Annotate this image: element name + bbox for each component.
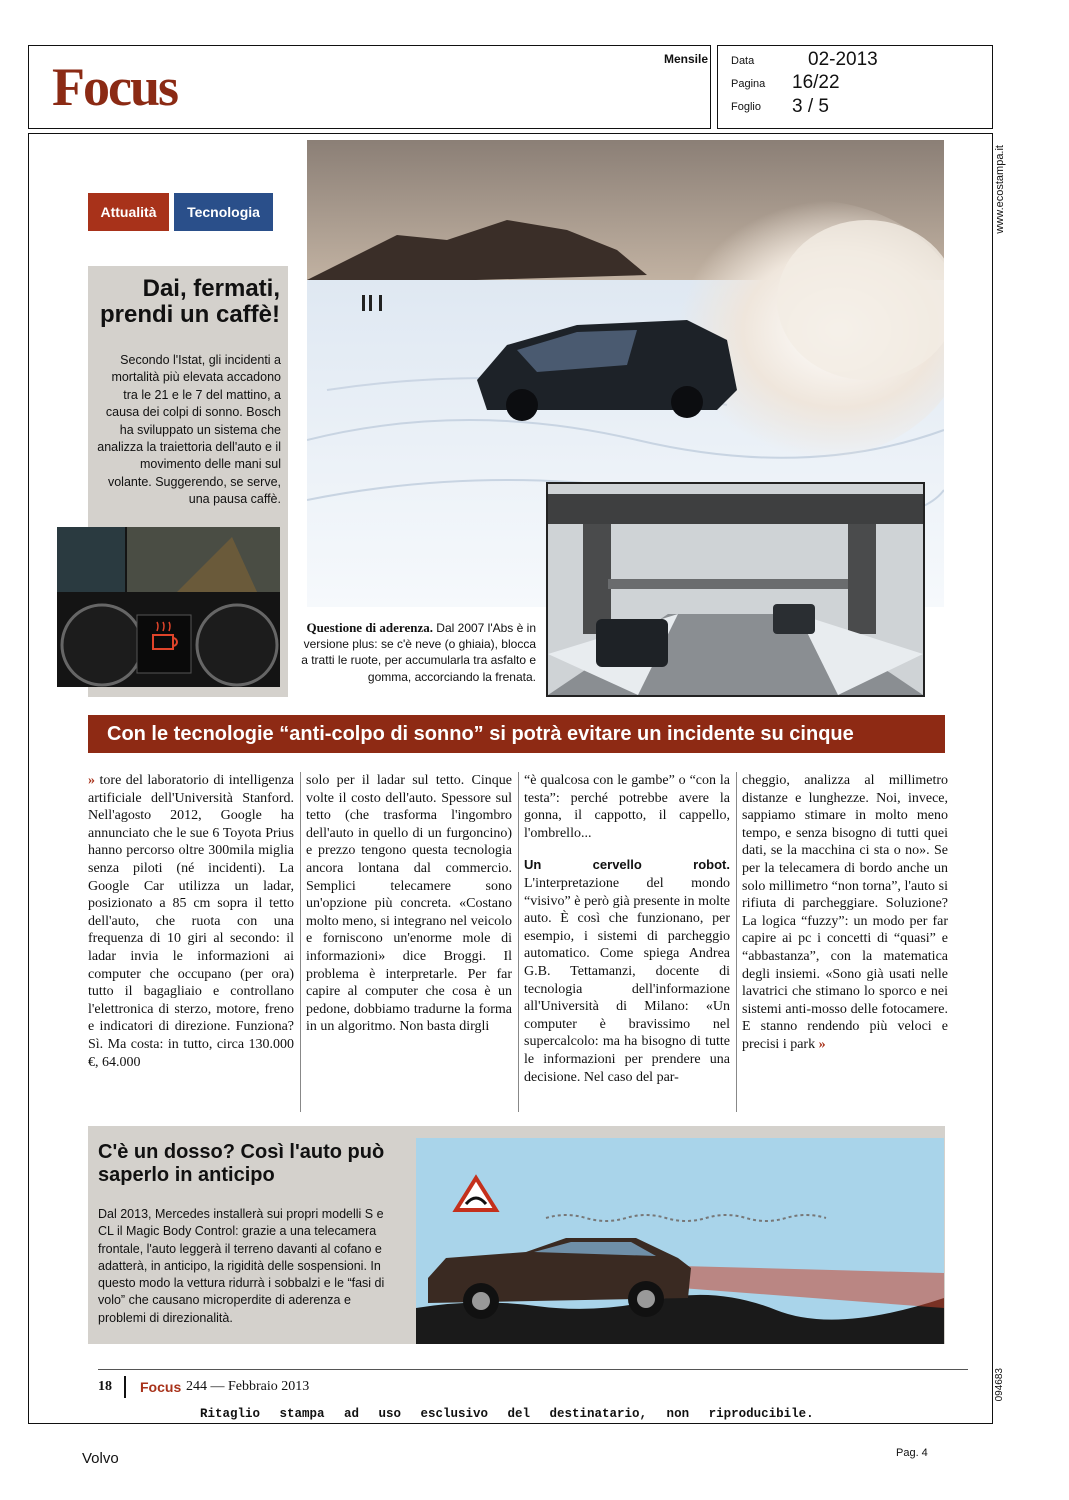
footer-rule bbox=[98, 1369, 968, 1370]
date-value: 02-2013 bbox=[808, 49, 878, 70]
article-column-3 bbox=[524, 772, 730, 1086]
footer-issue: 244 — Febbraio 2013 bbox=[186, 1379, 310, 1394]
page-indicator: Pag. 4 bbox=[896, 1447, 928, 1459]
caption-text: Dal 2007 l'Abs è in versione plus: se c'è neve (o ghiaia), blocca a tratti le ruote, per accumularla tra asfalto e gomma, accorciando la frenata. bbox=[301, 621, 536, 684]
sidebar-title: Dai, fermati, prendi un caffè! bbox=[99, 275, 280, 328]
column-divider bbox=[300, 772, 301, 1112]
page-value: 16/22 bbox=[792, 72, 840, 93]
column-3-text-b: L'interpretazione del mondo “visivo” è però già presente in molte auto. È così che funzionano, per esempio, i sistemi di parcheggio automatico. Come spiega Andrea G.B. Tettamanzi, docente di tecnologia dell'informazione all'Università di Milano: «Un computer è bravissimo nel supercalcolo: ma ha bisogno di tutte le informazioni per prendere una decisione. Nel caso del par- bbox=[524, 875, 730, 1085]
mercedes-car-illustration bbox=[416, 1138, 944, 1344]
column-4-text: cheggio, analizza al millimetro distanze e lunghezze. Noi, invece, sappiamo stimare in molto meno tempo, e senza bisogno di tutti quei dati, se la macchina ci sta o no». Se per la telecamera di bordo anche un solo millimetro “non torna”, l'auto si rifiuta di parcheggiare. Soluzione? La logica “fuzzy”: un modo per far capire ai pc i concetti di “quasi” e “abbastanza”, con la matematica degli insiemi. «Sono già usati nelle lavatrici che stimano lo sporco e nei sistemi anti-mosso delle fotocamere. E stanno rendendo più veloci e precisi i park bbox=[742, 773, 948, 1052]
subheading-cervello-robot: Un cervello robot. bbox=[524, 857, 730, 873]
periodicity-label: Mensile bbox=[664, 52, 709, 66]
article-column-1 bbox=[88, 772, 294, 1071]
continue-arrow-out: » bbox=[818, 1036, 826, 1052]
side-code: 094683 bbox=[994, 1368, 1005, 1402]
page-number: 18 bbox=[98, 1379, 112, 1394]
client-name: Volvo bbox=[82, 1450, 119, 1467]
footer-brand: Focus bbox=[140, 1379, 182, 1395]
date-label: Data bbox=[731, 55, 755, 67]
dashboard-inset-photo bbox=[57, 527, 280, 687]
clipping-notice: Ritaglio stampa ad uso esclusivo del destinatario, non riproducibile. bbox=[200, 1407, 814, 1421]
tag-tecnologia: Tecnologia bbox=[174, 193, 273, 231]
page-label: Pagina bbox=[731, 78, 766, 90]
article-column-2 bbox=[306, 772, 512, 1036]
article-column-4 bbox=[742, 772, 948, 1054]
snowy-highway-inset-photo bbox=[546, 482, 925, 697]
column-divider bbox=[736, 772, 737, 1112]
column-1-text: tore del laboratorio di intelligenza artificiale dell'Università Stanford. Nell'agosto 2012, Google ha annunciato che le sue 6 Toyota Prius hanno percorso oltre 300mila miglia senza piloti (né incidenti). La Google Car utilizza un ladar, posizionato a 85 cm sopra il tetto dell'auto, che ruota con una frequenza di 10 giri al secondo: il ladar invia le informazioni ai computer che occupano (per ora) tutto il bagagliaio e controllano l'elettronica di sterzo, motore, freno e indicatori di direzione. Funziona? Sì. Ma costa: in tutto, circa 130.000 €, 64.000 bbox=[88, 773, 295, 1070]
column-2-text: solo per il ladar sul tetto. Cinque volte il costo dell'auto. Spessore sul tetto (che trasforma l'ingombro dell'auto in quello di un furgoncino) e prezzo tengono questa tecnologia ancora lontana dal commercio. Semplici telecamere sono un'opzione più concreta. «Costano molto meno, si integrano nel veicolo e forniscono un'enorme mole di informazioni» dice Broggi. Il problema è interpretarle. Per far capire al computer che cosa è un pedone, dobbiamo tradurne la forma in un algoritmo. Non basta dirgli bbox=[306, 773, 512, 1035]
box2-text: Dal 2013, Mercedes installerà sui propri modelli S e CL il Magic Body Control: grazie a una telecamera frontale, l'auto leggerà il terreno davanti al cofano e adatterà, in anticipo, la rigidità delle sospensioni. In questo modo la vettura ridurrà i sobbalzi e le “fasi di volo” che causano microperdite di aderenza e problemi di direzionalità. bbox=[98, 1207, 385, 1325]
column-3-text-a: “è qualcosa con le gambe” o “con la testa”: perché potrebbe avere la gonna, il cappotto, il cappello, l'ombrello... bbox=[524, 773, 730, 841]
continue-arrow-in: » bbox=[88, 773, 95, 788]
sheet-value: 3 / 5 bbox=[792, 96, 829, 117]
focus-logo: Focus bbox=[52, 57, 177, 117]
box2-title: C'è un dosso? Così l'auto può saperlo in anticipo bbox=[98, 1141, 385, 1186]
photo-caption bbox=[300, 620, 536, 685]
footer-separator bbox=[124, 1376, 126, 1398]
tag-attualita: Attualità bbox=[88, 193, 169, 231]
sidebar-text: Secondo l'Istat, gli incidenti a mortalità più elevata accadono tra le 21 e le 7 del mattino, a causa dei colpi di sonno. Bosch ha sviluppato un sistema che analizza la traiettoria dell'auto e il movimento delle mani sul volante. Suggerendo, se serve, una pausa caffè. bbox=[97, 353, 281, 507]
sheet-label: Foglio bbox=[731, 101, 761, 113]
caption-lead: Questione di aderenza. bbox=[306, 620, 433, 635]
headline-banner: Con le tecnologie “anti-colpo di sonno” si potrà evitare un incidente su cinque bbox=[88, 715, 945, 753]
column-divider bbox=[518, 772, 519, 1112]
side-url: www.ecostampa.it bbox=[994, 145, 1006, 234]
